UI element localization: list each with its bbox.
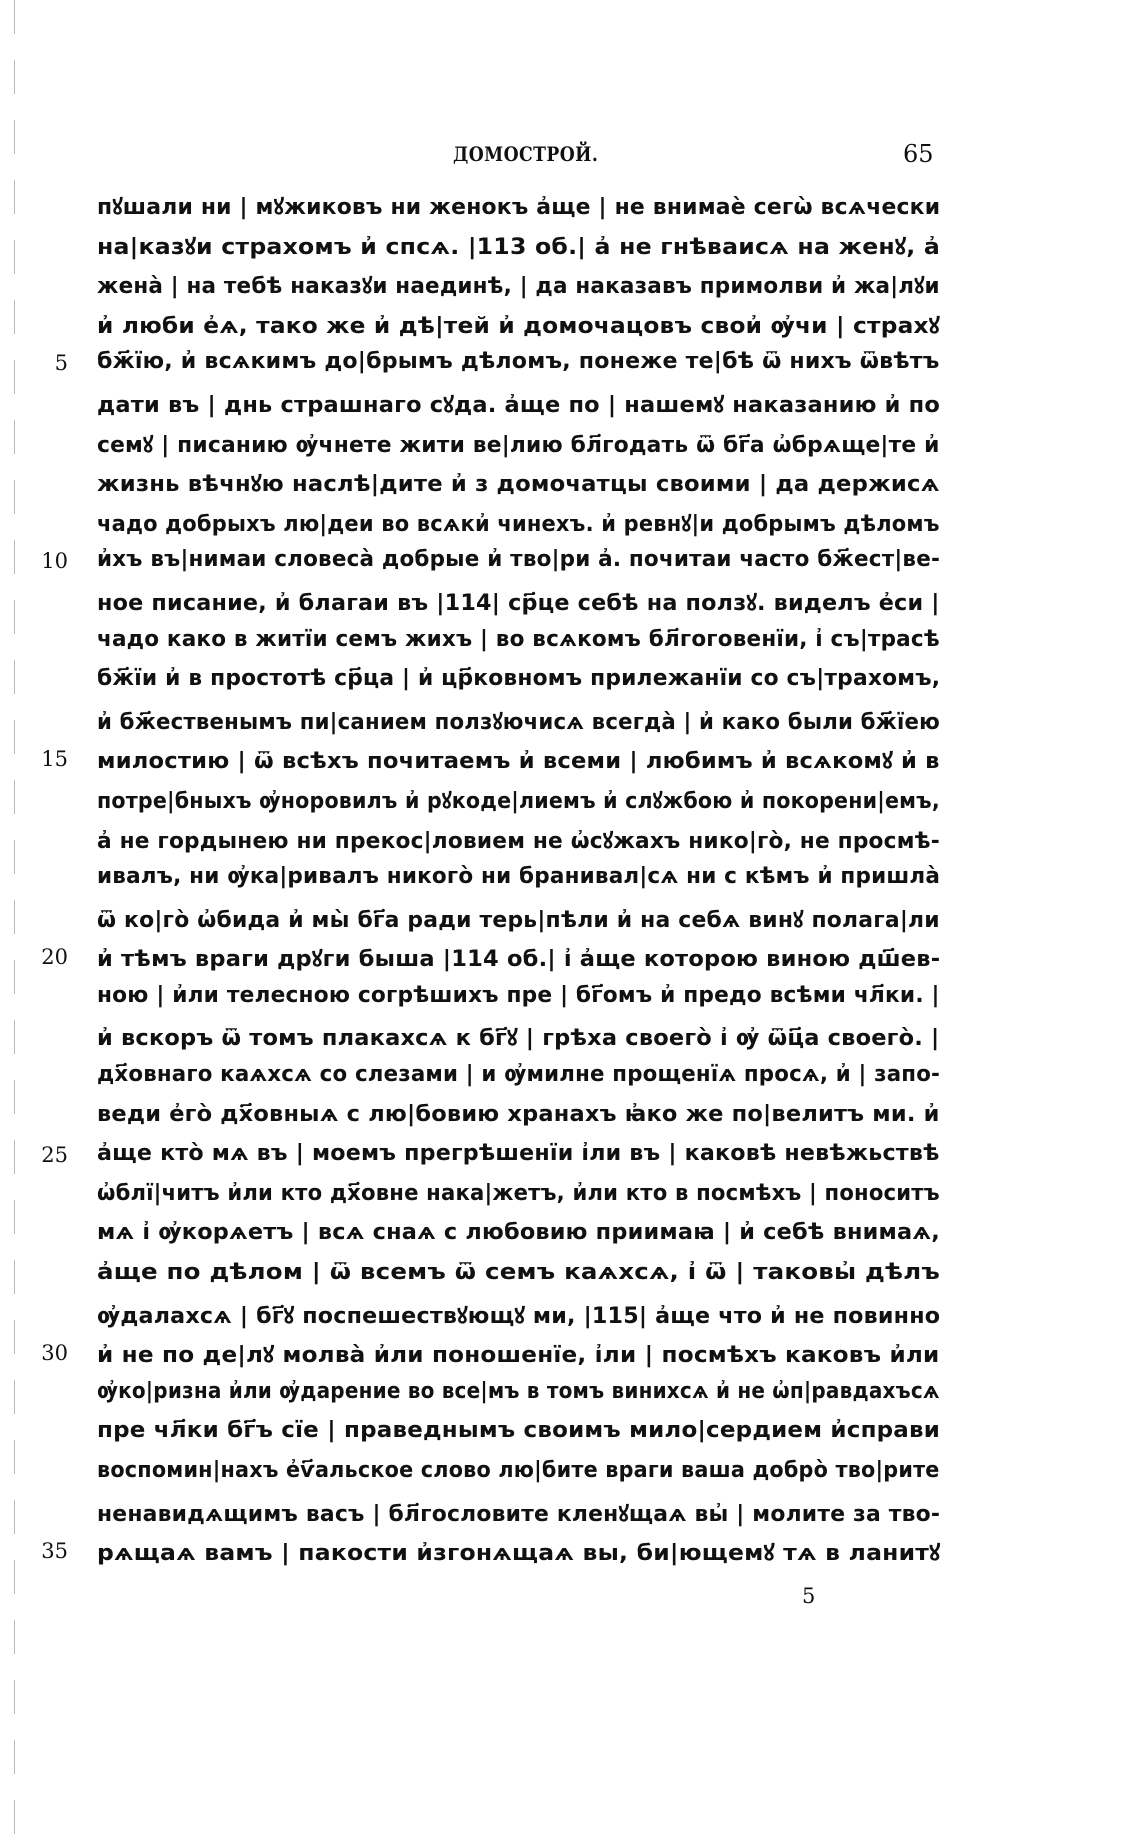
line-text-content: ное писание, и҆ благаи въ |114| ср҃це себѣ на ползꙋ. виделъ е҆си | bbox=[97, 590, 940, 616]
page-number: 65 bbox=[903, 140, 934, 168]
line-number: 10 bbox=[41, 549, 68, 574]
text-line bbox=[0, 1099, 1140, 1139]
text-line bbox=[0, 901, 1140, 941]
line-text-content: ѿ ко|го̀ ѡ҆бида и҆ мы̀ бг҃а ради терь|пѣли и҆ на себѧ винꙋ полага|ли bbox=[97, 907, 940, 933]
text-line bbox=[0, 861, 1140, 901]
line-text bbox=[97, 1141, 940, 1166]
line-text-content: милостию | ѿ всѣхъ почитаемъ и҆ всеми | любимъ и҆ всѧкомꙋ и҆ в bbox=[97, 749, 940, 775]
line-text-content: пре чл҃ки бг҃ъ сїе | праведнымъ своимъ мило|сердием и҆справи bbox=[97, 1418, 940, 1444]
line-text-content: и҆ не по де|лꙋ молва̀ и҆ли поношенїе, і҆ли | посмѣхъ каковъ и҆ли bbox=[97, 1343, 940, 1369]
line-text-content: а҆ не гордынею ни прекос|ловием не ѡ҆сꙋжахъ нико|го̀, не просмѣ- bbox=[97, 828, 940, 854]
line-number: 20 bbox=[41, 945, 68, 970]
line-number: 15 bbox=[41, 747, 68, 772]
text-line bbox=[0, 1217, 1140, 1257]
line-text-content: а҆ще по дѣлом | ѿ всемъ ѿ семъ каѧхсѧ, і҆ ѿ | таковы҆ дѣлъ bbox=[97, 1260, 940, 1286]
line-text bbox=[97, 1379, 940, 1404]
text-line bbox=[0, 1059, 1140, 1099]
text-line bbox=[0, 782, 1140, 822]
text-line bbox=[0, 1495, 1140, 1535]
text-line bbox=[0, 544, 1140, 584]
text-line bbox=[0, 465, 1140, 505]
text-line bbox=[0, 228, 1140, 268]
text-line bbox=[0, 822, 1140, 862]
line-text bbox=[97, 1181, 940, 1206]
text-line bbox=[0, 1257, 1140, 1297]
signature-mark: 5 bbox=[802, 1584, 816, 1608]
line-text-content: бж҃їи и҆ в простотѣ ср҃ца | и҆ цр҃ковномъ прилежанїи со съ|трахомъ, bbox=[97, 666, 940, 692]
text-line bbox=[0, 1138, 1140, 1178]
text-line bbox=[0, 1376, 1140, 1416]
line-text bbox=[97, 1022, 940, 1052]
line-text bbox=[97, 231, 940, 261]
line-text bbox=[97, 1339, 940, 1369]
line-text-content: ненавидѧщимъ васъ | бл҃гословите кленꙋщаѧ вы҆ | молите за тво- bbox=[97, 1501, 940, 1527]
line-text bbox=[97, 547, 940, 572]
text-line bbox=[0, 584, 1140, 624]
line-text bbox=[97, 191, 940, 221]
text-line bbox=[0, 505, 1140, 545]
text-line bbox=[0, 426, 1140, 466]
text-line bbox=[0, 1297, 1140, 1337]
line-text-content: жизнь вѣчнꙋю наслѣ|дите и҆ з домочатцы своими | да держисѧ bbox=[97, 472, 940, 498]
running-title: ДОМОСТРОЙ. bbox=[453, 142, 599, 166]
line-text-content: и҆ бж҃ественымъ пи|санием ползꙋючисѧ всегда̀ | и҆ како были бж҃їею bbox=[97, 709, 940, 735]
line-text bbox=[97, 627, 940, 652]
text-line bbox=[0, 307, 1140, 347]
line-text bbox=[97, 1498, 940, 1528]
line-text bbox=[97, 1102, 940, 1127]
line-text-content: на|казꙋи страхомъ и҆ спсѧ. |113 об.| а҆ не гнѣваисѧ на женꙋ, а҆ bbox=[97, 234, 940, 260]
line-text-content: ѹ҆ко|ризна и҆ли ѹ҆дарение во все|мъ в томъ винихсѧ и҆ не ѡ҆п|равдахъсѧ bbox=[97, 1378, 940, 1404]
text-line bbox=[0, 1178, 1140, 1218]
line-text-content: дати въ | днь страшнаго сꙋда. а҆ще по | нашемꙋ наказанию и҆ по bbox=[97, 392, 940, 418]
line-number: 30 bbox=[41, 1341, 68, 1366]
line-text-content: а҆ще кто̀ мѧ въ | моемъ прегрѣшенїи і҆ли въ | каковѣ невѣжьствѣ bbox=[97, 1141, 940, 1167]
text-body bbox=[0, 188, 1140, 1574]
line-text bbox=[97, 310, 940, 340]
line-text-content: мѧ і҆ ѹ҆корѧетъ | всѧ снаѧ с любовию приимаꙗ | и҆ себѣ внимаѧ, bbox=[97, 1220, 940, 1246]
line-text bbox=[97, 1260, 940, 1285]
text-line bbox=[0, 1534, 1140, 1574]
line-text-content: потре|бныхъ ѹ҆норовилъ и҆ рꙋкоде|лиемъ и҆ слꙋжбою и҆ покорени|емъ, bbox=[97, 788, 940, 814]
line-text-content: и҆ вскоръ ѿ томъ плакахсѧ к бг҃ꙋ | грѣха своего̀ і҆ ѹ҆ ѿц҃а своего̀. | bbox=[97, 1026, 940, 1052]
line-number: 35 bbox=[41, 1539, 68, 1564]
line-text bbox=[97, 587, 940, 617]
line-text bbox=[97, 1458, 940, 1483]
line-text-content: рѧщаѧ вамъ | пакости и҆згонѧщаѧ вы, би|ющемꙋ тѧ в ланитꙋ bbox=[97, 1541, 940, 1567]
line-text bbox=[97, 745, 940, 775]
text-line bbox=[0, 188, 1140, 228]
line-number: 5 bbox=[54, 351, 68, 376]
text-line bbox=[0, 663, 1140, 703]
text-line bbox=[0, 980, 1140, 1020]
line-number: 25 bbox=[41, 1143, 68, 1168]
text-line bbox=[0, 1019, 1140, 1059]
line-text bbox=[97, 349, 940, 374]
line-text-content: ною | и҆ли телесною согрѣшихъ пре | бг҃омъ и҆ предо всѣми чл҃ки. | bbox=[97, 982, 940, 1008]
line-text-content: семꙋ | писанию ѹ҆чнете жити ве|лию бл҃годать ѿ бг҃а ѡ҆брѧще|те и҆ bbox=[97, 432, 940, 458]
text-line bbox=[0, 1455, 1140, 1495]
line-text bbox=[97, 1062, 940, 1087]
text-line bbox=[0, 1336, 1140, 1376]
line-text bbox=[97, 1537, 940, 1567]
line-text-content: ѡ҆блї|читъ и҆ли кто дх҃овне нака|жетъ, и҆ли кто в посмѣхъ | поноситъ bbox=[97, 1180, 940, 1206]
line-text-content: и҆хъ въ|нимаи словеса̀ добрые и҆ тво|ри а҆. почитаи часто бж҃ест|ве- bbox=[97, 547, 940, 573]
line-text bbox=[97, 706, 940, 736]
line-text bbox=[97, 983, 940, 1008]
text-line bbox=[0, 624, 1140, 664]
line-text bbox=[97, 1418, 940, 1443]
line-text-content: ѹ҆далахсѧ | бг҃ꙋ поспешествꙋющꙋ ми, |115| а҆ще что и҆ не повинно bbox=[97, 1303, 940, 1329]
line-text-content: пꙋшали ни | мꙋжиковъ ни женокъ а҆ще | не внимаѐ сегѡ̀ всѧчески bbox=[97, 195, 940, 220]
line-text-content: бж҃їю, и҆ всѧкимъ до|брымъ дѣломъ, понеже те|бѣ ѿ нихъ ѿвѣтъ bbox=[97, 349, 940, 375]
line-text bbox=[97, 943, 940, 973]
line-text-content: и҆ люби е҆ѧ, тако же и҆ дѣ|тей и҆ домочацовъ свои҆ ѹ҆чи | страхꙋ bbox=[97, 313, 940, 339]
text-line bbox=[0, 1415, 1140, 1455]
line-text bbox=[97, 1220, 940, 1245]
text-line bbox=[0, 703, 1140, 743]
line-text bbox=[97, 270, 940, 300]
text-line bbox=[0, 940, 1140, 980]
line-text bbox=[97, 666, 940, 691]
line-text bbox=[97, 429, 940, 459]
text-line bbox=[0, 346, 1140, 386]
line-text bbox=[97, 785, 940, 815]
line-text-content: жена̀ | на тебѣ наказꙋи наединѣ, | да наказавъ примолви и҆ жа|лꙋи bbox=[97, 274, 940, 300]
line-text-content: веди е҆го̀ дх҃овныѧ с лю|бовию хранахъ ꙗ҆ко же по|велитъ ми. и҆ bbox=[97, 1101, 940, 1127]
line-text-content: и҆ тѣмъ враги дрꙋги быша |114 об.| і҆ а҆ще которою виною дш҃ев- bbox=[97, 947, 940, 973]
line-text bbox=[97, 389, 940, 419]
line-text-content: воспомин|нахъ е҆ѵ҃альское слово лю|бите враги ваша добро̀ тво|рите bbox=[97, 1458, 940, 1483]
line-text bbox=[97, 864, 940, 889]
line-text-content: чадо како в житїи семъ жихъ | во всѧкомъ бл҃гоговенїи, і҆ съ|трасѣ bbox=[97, 626, 940, 652]
line-text bbox=[97, 1300, 940, 1330]
line-text-content: чадо добрыхъ лю|деи во всѧки҆ чинехъ. и҆ ревнꙋ|и добрымъ дѣломъ bbox=[97, 511, 940, 537]
line-text bbox=[97, 825, 940, 855]
line-text bbox=[97, 904, 940, 934]
line-text bbox=[97, 508, 940, 538]
text-line bbox=[0, 267, 1140, 307]
text-line bbox=[0, 742, 1140, 782]
text-line bbox=[0, 386, 1140, 426]
line-text-content: дх҃овнаго каѧхсѧ со слезами | и ѹ҆милне прощенїѧ просѧ, и҆ | запо- bbox=[97, 1062, 940, 1088]
line-text bbox=[97, 468, 940, 498]
line-text-content: ивалъ, ни ѹ҆ка|ривалъ никого̀ ни бранивал|сѧ ни с кѣмъ и҆ пришла̀ bbox=[97, 864, 940, 890]
